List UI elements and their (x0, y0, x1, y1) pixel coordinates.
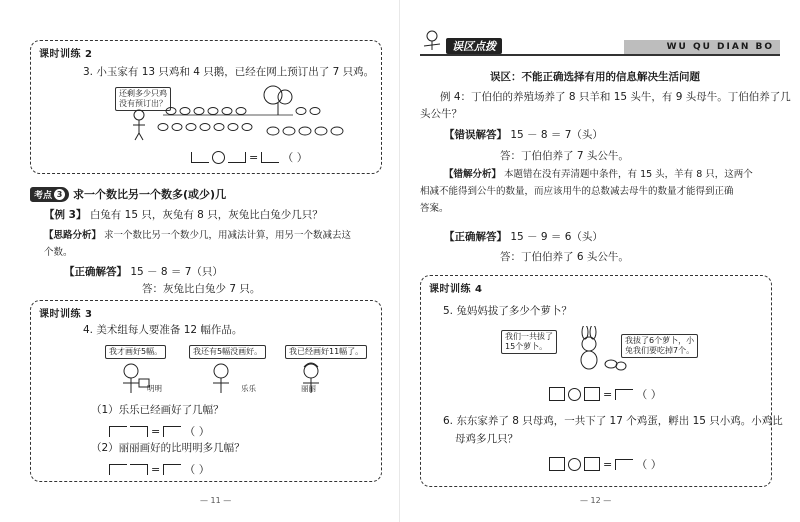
wrong-analysis-line2: 相减不能得到公牛的数量，而应该用牛的总数减去母牛的数量才能得到正确 (420, 186, 734, 197)
speech-bubble-little-rabbit: 我们一共拔了 15个萝卜。 (501, 330, 557, 354)
question-5: 5. 兔妈妈拔了多少个萝卜？ (443, 305, 572, 317)
box-title: 课时训练 3 (39, 309, 93, 320)
wrong-analysis: 【错解分析】 本题错在没有弄清题中条件，有 15 头，羊有 8 只，这两个 (444, 169, 753, 180)
page-number-12: — 12 — (580, 496, 612, 505)
answer-row-4-1[interactable]: = （ ） (109, 423, 210, 439)
answer-blank[interactable] (130, 464, 148, 475)
speech-bubble-lele: 我还有5幅没画好。 (189, 345, 266, 359)
children-illustration (111, 361, 351, 401)
question-6: 6. 东东家养了 8 只母鸡，一共下了 17 个鸡蛋，孵出 15 只小鸡。小鸡比 (443, 415, 783, 427)
key-point-3 (30, 186, 226, 202)
unit-paren[interactable]: （ ） (636, 458, 662, 471)
answer-blank[interactable] (228, 152, 246, 163)
name-lili: 丽丽 (301, 384, 316, 393)
practice-box-3 (30, 300, 382, 482)
answer-row-3[interactable]: = （ ） (191, 149, 308, 165)
answer-blank[interactable] (191, 152, 209, 163)
answer-row-4-2[interactable]: = （ ） (109, 461, 210, 477)
example-3-analysis-cont: 个数。 (44, 247, 73, 258)
key-point-title: 求一个数比另一个数多(或少)几 (73, 188, 227, 201)
example-3-answer: 【正确解答】 15 － 8 ＝ 7（只） (64, 266, 223, 278)
question-4-2: （2）丽丽画好的比明明多几幅？ (91, 442, 245, 454)
example-4-question: 例 4：丁伯伯的养殖场养了 8 只羊和 15 头牛，有 9 头母牛。丁伯伯养了几 (440, 91, 791, 103)
section-header-pinyin: WU QU DIAN BO (624, 40, 780, 54)
answer-blank[interactable] (615, 459, 633, 470)
name-lele: 乐乐 (241, 384, 256, 393)
rabbits-illustration (571, 326, 627, 374)
practice-box-4 (420, 275, 783, 487)
answer-blank[interactable] (109, 426, 127, 437)
answer-row-6[interactable]: = （ ） (549, 456, 662, 472)
correct-answer-text: 答：丁伯伯养了 6 头公牛。 (500, 251, 629, 263)
question-bubble: 还剩多少只鸡 没有预订出？ (115, 87, 171, 111)
farm-illustration (123, 85, 353, 141)
pencil-boy-icon (420, 28, 444, 54)
answer-box[interactable] (584, 457, 600, 471)
unit-paren[interactable]: （ ） (184, 425, 210, 438)
correct-answer: 【正确解答】 15 － 9 ＝ 6（头） (444, 231, 603, 243)
box-title: 课时训练 4 (429, 284, 483, 295)
question-4-1: （1）乐乐已经画好了几幅？ (91, 404, 224, 416)
box-title: 课时训练 2 (39, 49, 93, 60)
answer-box[interactable] (584, 387, 600, 401)
example-3-question: 【例 3】 白兔有 15 只，灰兔有 8 只，灰兔比白兔少几只？ (44, 209, 323, 221)
answer-blank[interactable] (109, 464, 127, 475)
answer-blank[interactable] (163, 464, 181, 475)
page-number-11: — 11 — (200, 496, 232, 505)
wrong-analysis-line3: 答案。 (420, 203, 449, 214)
example-3-analysis: 【思路分析】 求一个数比另一个数少几，用减法计算，用另一个数减去这 (44, 230, 352, 241)
answer-blank[interactable] (130, 426, 148, 437)
answer-blank[interactable] (163, 426, 181, 437)
question-6-cont: 母鸡多几只？ (455, 433, 518, 445)
example-4-question-cont: 头公牛？ (420, 108, 462, 120)
answer-row-5[interactable]: = （ ） (549, 386, 662, 402)
section-header-title: 误区点拨 (446, 38, 502, 54)
unit-paren[interactable]: （ ） (282, 151, 308, 164)
answer-box[interactable] (549, 387, 565, 401)
operator-circle[interactable] (212, 151, 225, 164)
mistake-section-title: 误区：不能正确选择有用的信息解决生活问题 (490, 71, 700, 83)
answer-box[interactable] (549, 457, 565, 471)
operator-circle[interactable] (568, 388, 581, 401)
question-3: 3. 小玉家有 13 只鸡和 4 只鹅，已经在网上预订出了 7 只鸡。 (83, 66, 375, 78)
speech-bubble-lili: 我已经画好11幅了。 (285, 345, 367, 359)
question-4: 4. 美术组每人要准备 12 幅作品。 (83, 324, 243, 336)
name-mingming: 明明 (147, 384, 162, 393)
example-3-answer-text: 答：灰兔比白兔少 7 只。 (142, 283, 261, 295)
wrong-answer-text: 答：丁伯伯养了 7 头公牛。 (500, 150, 629, 162)
unit-paren[interactable]: （ ） (184, 463, 210, 476)
operator-circle[interactable] (568, 458, 581, 471)
answer-blank[interactable] (261, 152, 279, 163)
answer-blank[interactable] (615, 389, 633, 400)
key-point-badge: 考点 3 (30, 187, 69, 202)
practice-box-2 (30, 40, 382, 174)
speech-bubble-mingming: 我才画好5幅。 (105, 345, 166, 359)
speech-bubble-mother-rabbit: 我拔了6个萝卜，小 兔我们要吃掉7个。 (621, 334, 698, 358)
wrong-answer: 【错误解答】 15 － 8 ＝ 7（头） (444, 129, 603, 141)
section-header (420, 38, 780, 56)
unit-paren[interactable]: （ ） (636, 388, 662, 401)
